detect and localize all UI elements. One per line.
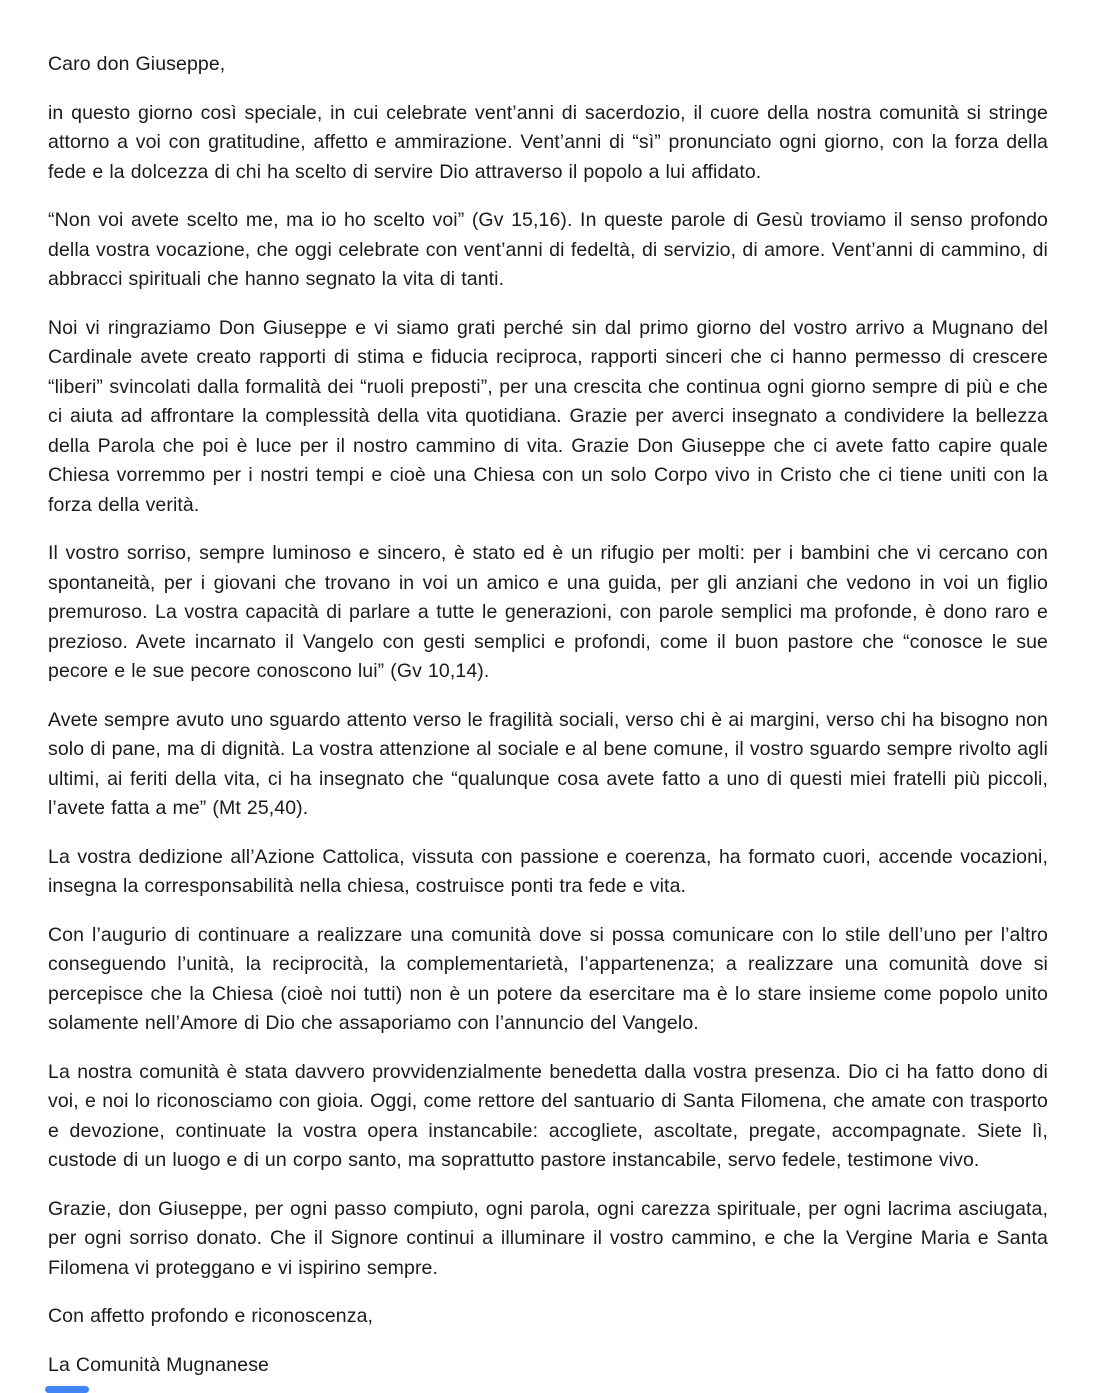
letter-signature: La Comunità Mugnanese [48, 1353, 269, 1376]
letter-paragraph: “Non voi avete scelto me, ma io ho scelto voi” (Gv 15,16). In queste parole di Gesù troviamo il senso profondo della vostra vocazione, che oggi celebrate con vent’anni di fedeltà, di servizio, di amore. Vent’anni di cammino, di abbracci spirituali che hanno segnato la vita di tanti. [48, 209, 1048, 290]
letter-paragraph: in questo giorno così speciale, in cui celebrate vent’anni di sacerdozio, il cuore della nostra comunità si stringe attorno a voi con gratitudine, affetto e ammirazione. Vent’anni di “sì” pronunciato ogni giorno, con la forza della fede e la dolcezza di chi ha scelto di servire Dio attraverso il popolo a lui affidato. [48, 101, 1048, 183]
letter-paragraphs [48, 99, 1048, 1332]
bottom-accent-bar [45, 1386, 89, 1393]
letter-paragraph: Avete sempre avuto uno sguardo attento verso le fragilità sociali, verso chi è ai margini, verso chi ha bisogno non solo di pane, ma di dignità. La vostra attenzione al sociale e al bene comune, il vostro sguardo sempre rivolto agli ultimi, ai feriti della vita, ci ha insegnato che “qualunque cosa avete fatto a uno di questi miei fratelli più piccoli, l’avete fatta a me” (Mt 25,40). [48, 708, 1048, 819]
letter-paragraph: Il vostro sorriso, sempre luminoso e sincero, è stato ed è un rifugio per molti: per i bambini che vi cercano con spontaneità, per i giovani che trovano in voi un amico e una guida, per gli anziani che vedono in voi un figlio premuroso. La vostra capacità di parlare a tutte le generazioni, con parole semplici ma profonde, è dono raro e prezioso. Avete incarnato il Vangelo con gesti semplici e profondi, come il buon pastore che “conosce le sue pecore e le sue pecore conoscono lui” (Gv 10,14). [48, 542, 1048, 682]
letter-paragraph: Con l’augurio di continuare a realizzare una comunità dove si possa comunicare con lo stile dell’uno per l’altro conseguendo l’unità, la reciprocità, la complementarietà, l’appartenenza; a realizzare una comunità dove si percepisce che la Chiesa (cioè noi tutti) non è un potere da esercitare ma è lo stare insieme come popolo unito solamente nell’Amore di Dio che assaporiamo con l’annuncio del Vangelo. [48, 923, 1048, 1034]
letter-salutation: Caro don Giuseppe, [48, 53, 226, 75]
letter-paragraph: La vostra dedizione all’Azione Cattolica, vissuta con passione e coerenza, ha formato cuori, accende vocazioni, insegna la corresponsabilità nella chiesa, costruisce ponti tra fede e vita. [48, 845, 1048, 897]
letter-paragraph: Grazie, don Giuseppe, per ogni passo compiuto, ogni parola, ogni carezza spirituale, per ogni lacrima asciugata, per ogni sorriso donato. Che il Signore continui a illuminare il vostro cammino, e che la Vergine Maria e Santa Filomena vi proteggano e vi ispirino sempre. [48, 1197, 1048, 1279]
letter-paragraph: La nostra comunità è stata davvero provvidenzialmente benedetta dalla vostra presenza. Dio ci ha fatto dono di voi, e noi lo riconosciamo con gioia. Oggi, come rettore del santuario di Santa Filomena, che amate con trasporto e devozione, continuate la vostra opera instancabile: accogliete, ascoltate, pregate, accompagnate. Siete lì, custode di un luogo e di un corpo santo, ma soprattutto pastore instancabile, servo fedele, testimone vivo. [48, 1060, 1048, 1171]
letter-closing: Con affetto profondo e riconoscenza, [48, 1305, 374, 1327]
letter-paragraph: Noi vi ringraziamo Don Giuseppe e vi siamo grati perché sin dal primo giorno del vostro arrivo a Mugnano del Cardinale avete creato rapporti di stima e fiducia reciproca, rapporti sinceri che ci hanno permesso di crescere “liberi” svincolati dalla formalità dei “ruoli preposti”, per una crescita che continua ogni giorno sempre di più e che ci aiuta ad affrontare la complessità della vita quotidiana. Grazie per averci insegnato a condividere la bellezza della Parola che poi è luce per il nostro cammino di vita. Grazie Don Giuseppe che ci avete fatto capire quale Chiesa vorremmo per i nostri tempi e cioè una Chiesa con un solo Corpo vivo in Cristo che ci tiene uniti con la forza della verità. [48, 316, 1048, 516]
